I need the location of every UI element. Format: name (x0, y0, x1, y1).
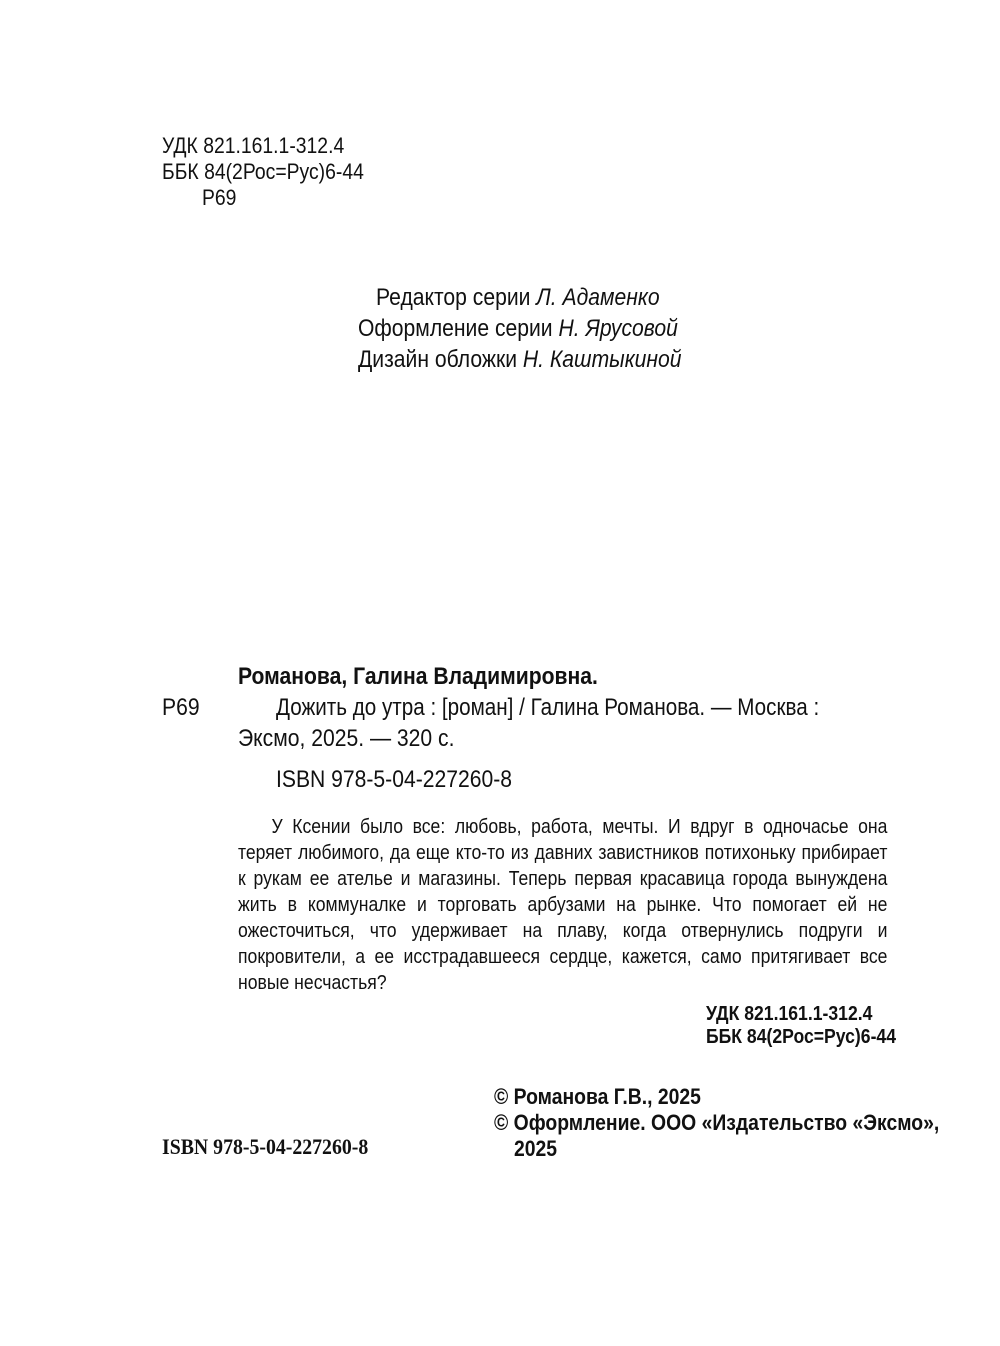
catalog-bbk: ББК 84(2Рос=Рус)6-44 (706, 1026, 897, 1048)
catalog-udk: УДК 821.161.1-312.4 (706, 1003, 873, 1025)
copyright-author: © Романова Г.В., 2025 (494, 1084, 701, 1109)
credit-role: Оформление серии (358, 315, 553, 342)
catalog-isbn: ISBN 978-5-04-227260-8 (276, 766, 512, 793)
catalog-title-line-1: Дожить до утра : [роман] / Галина Романова. — Москва : (276, 694, 820, 721)
catalog-annotation (238, 814, 887, 996)
credit-role: Редактор серии (376, 284, 531, 311)
author-mark: Р69 (202, 185, 237, 210)
footer-isbn: ISBN 978-5-04-227260-8 (162, 1134, 369, 1159)
bbk-code: ББК 84(2Рос=Рус)6-44 (162, 159, 364, 184)
catalog-author-mark: Р69 (162, 694, 200, 721)
catalog-author-heading: Романова, Галина Владимировна. (238, 663, 598, 690)
credit-name: Н. Каштыкиной (522, 346, 682, 373)
credit-name: Н. Ярусовой (558, 315, 678, 342)
credit-name: Л. Адаменко (536, 284, 660, 311)
copyright-design-line-2: 2025 (514, 1136, 558, 1161)
copyright-design-line-1: © Оформление. ООО «Издательство «Эксмо», (494, 1110, 940, 1135)
credit-role: Дизайн обложки (358, 346, 517, 373)
annotation-text: У Ксении было все: любовь, работа, мечты. И вдруг в одночасье она теряет любимого, да еще кто-то из давних завистников потихоньку прибирает к рукам ее ателье и магазины. Теперь первая красавица города вынуждена жить в коммуналке и торговать арбузами на рынке. Что помогает ей не ожесточиться, что удерживает на плаву, когда отвернулись подруги и покровители, а ее исстрадавшееся сердце, кажется, само притягивает все новые несчастья? (238, 816, 888, 994)
catalog-title-line-2: Эксмо, 2025. — 320 с. (238, 725, 455, 752)
udk-code: УДК 821.161.1-312.4 (162, 133, 345, 158)
